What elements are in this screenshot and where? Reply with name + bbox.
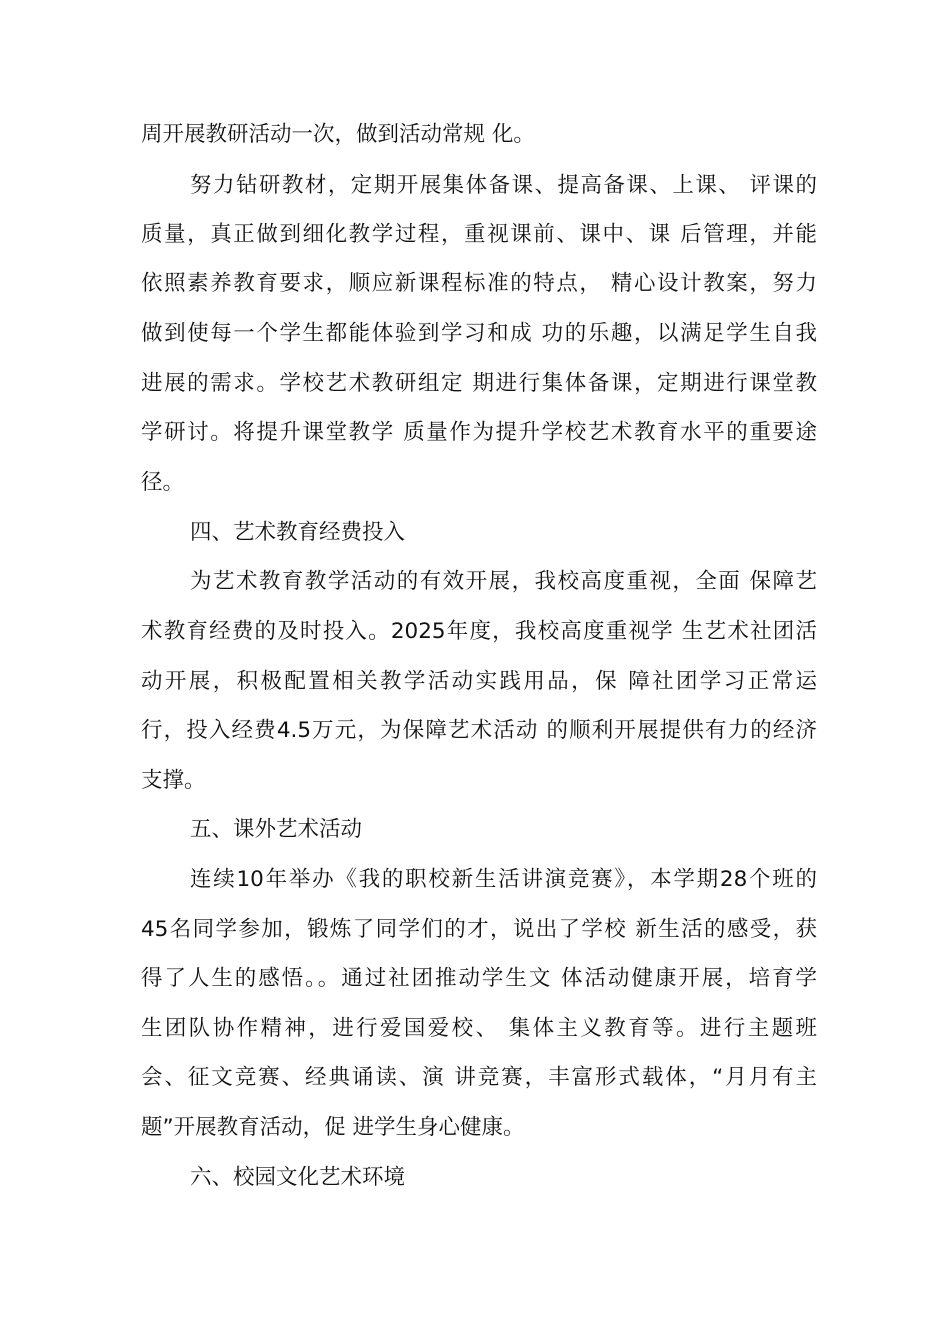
text-line: 支撑。 [141,768,206,793]
text-line: 做到使每一个学生都能体验到学习和成 功的乐趣，以满足学生自我 [141,321,817,346]
text-line: 周开展教研活动一次，做到活动常规 化。 [141,122,535,147]
text-line: 题”开展教育活动，促 进学生身心健康。 [141,1115,525,1140]
text-line: 努力钻研教材，定期开展集体备课、提高备课、上课、 评课的 [190,173,817,198]
text-line: 质量，真正做到细化教学过程，重视课前、课中、课 后管理，并能 [141,222,817,247]
text-line: 为艺术教育教学活动的有效开展，我校高度重视，全面 保障艺 [190,569,817,594]
text-line: 学研讨。将提升课堂教学 质量作为提升学校艺术教育水平的重要途 [141,420,817,445]
text-line: 径。 [141,470,185,495]
section-heading: 六、校园文化艺术环境 [190,1165,406,1190]
text-line: 生团队协作精神，进行爱国爱校、 集体主义教育等。进行主题班 [141,1016,817,1041]
text-line: 进展的需求。学校艺术教研组定 期进行集体备课，定期进行课堂教 [141,371,817,396]
text-line: 会、征文竞赛、经典诵读、演 讲竞赛，丰富形式载体，“月月有主 [141,1065,817,1090]
section-heading: 五、课外艺术活动 [190,817,363,842]
text-line: 术教育经费的及时投入。2025年度，我校高度重视学 生艺术社团活 [141,619,817,644]
text-line: 依照素养教育要求，顺应新课程标准的特点， 精心设计教案，努力 [141,271,817,296]
section-heading: 四、艺术教育经费投入 [190,520,406,545]
text-line: 行，投入经费4.5万元，为保障艺术活动 的顺利开展提供有力的经济 [141,718,817,743]
text-line: 连续10年举办《我的职校新生活讲演竞赛》，本学期28个班的 [190,867,817,892]
text-line: 动开展，积极配置相关教学活动实践用品，保 障社团学习正常运 [141,669,817,694]
text-line: 45名同学参加，锻炼了同学们的才，说出了学校 新生活的感受，获 [141,917,817,942]
text-line: 得了人生的感悟。。通过社团推动学生文 体活动健康开展，培育学 [141,966,817,991]
